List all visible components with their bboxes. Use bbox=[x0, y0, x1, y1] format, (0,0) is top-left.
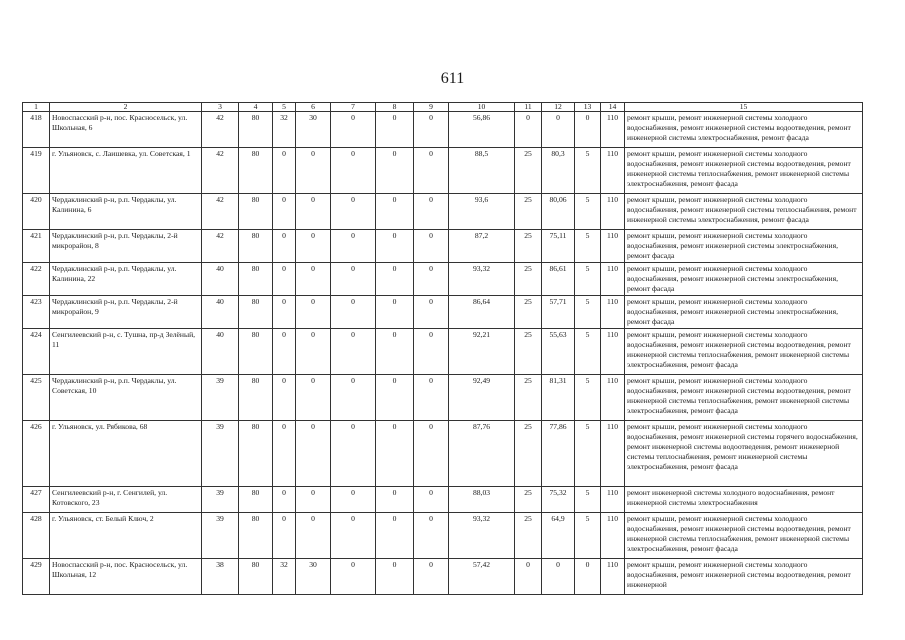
cell-value: 80 bbox=[239, 194, 273, 230]
row-number: 421 bbox=[23, 230, 50, 263]
row-number: 418 bbox=[23, 112, 50, 148]
row-number: 428 bbox=[23, 513, 50, 559]
cell-value: 80,3 bbox=[542, 148, 575, 194]
address-cell: г. Ульяновск, ул. Рябикова, 68 bbox=[50, 421, 202, 487]
cell-value: 5 bbox=[575, 421, 601, 487]
table-row bbox=[23, 513, 863, 559]
cell-value: 25 bbox=[515, 329, 542, 375]
cell-value: 77,86 bbox=[542, 421, 575, 487]
address-cell: Чердаклинский р-н, р.п. Чердаклы, ул. Калинина, 22 bbox=[50, 263, 202, 296]
cell-value: 0 bbox=[273, 487, 296, 513]
cell-value: 0 bbox=[273, 194, 296, 230]
cell-value: 0 bbox=[331, 148, 376, 194]
table-row bbox=[23, 487, 863, 513]
table-row bbox=[23, 230, 863, 263]
works-list-cell: ремонт крыши, ремонт инженерной системы холодного водоснабжения, ремонт инженерной системы электроснабжения, ремонт фасада bbox=[625, 230, 863, 263]
row-number: 423 bbox=[23, 296, 50, 329]
cell-value: 25 bbox=[515, 375, 542, 421]
address-cell: Новоспасский р-н, пос. Красносельск, ул. Школьная, 6 bbox=[50, 112, 202, 148]
cell-value: 0 bbox=[296, 263, 331, 296]
cell-value: 0 bbox=[414, 487, 449, 513]
cell-value: 80,06 bbox=[542, 194, 575, 230]
table-row bbox=[23, 375, 863, 421]
cell-value: 0 bbox=[296, 329, 331, 375]
column-header-8: 8 bbox=[376, 103, 414, 112]
cell-value: 57,42 bbox=[449, 559, 515, 595]
cell-value: 40 bbox=[202, 329, 239, 375]
cell-value: 0 bbox=[331, 375, 376, 421]
cell-value: 0 bbox=[414, 375, 449, 421]
table-row bbox=[23, 296, 863, 329]
cell-value: 25 bbox=[515, 230, 542, 263]
row-number: 420 bbox=[23, 194, 50, 230]
column-header-4: 4 bbox=[239, 103, 273, 112]
cell-value: 0 bbox=[376, 230, 414, 263]
cell-value: 110 bbox=[601, 263, 625, 296]
cell-value: 0 bbox=[331, 513, 376, 559]
address-cell: Чердаклинский р-н, р.п. Чердаклы, 2-й микрорайон, 8 bbox=[50, 230, 202, 263]
cell-value: 93,32 bbox=[449, 263, 515, 296]
cell-value: 0 bbox=[331, 112, 376, 148]
cell-value: 39 bbox=[202, 487, 239, 513]
cell-value: 0 bbox=[296, 230, 331, 263]
cell-value: 39 bbox=[202, 375, 239, 421]
cell-value: 5 bbox=[575, 263, 601, 296]
works-list-cell: ремонт инженерной системы холодного водоснабжения, ремонт инженерной системы электроснабжения bbox=[625, 487, 863, 513]
cell-value: 0 bbox=[331, 296, 376, 329]
works-list-cell: ремонт крыши, ремонт инженерной системы холодного водоснабжения, ремонт инженерной системы электроснабжения, ремонт фасада bbox=[625, 263, 863, 296]
table-row bbox=[23, 148, 863, 194]
cell-value: 0 bbox=[575, 112, 601, 148]
cell-value: 0 bbox=[376, 559, 414, 595]
address-cell: Сенгилеевский р-н, с. Тушна, пр-д Зелёный, 11 bbox=[50, 329, 202, 375]
cell-value: 0 bbox=[414, 329, 449, 375]
cell-value: 0 bbox=[296, 296, 331, 329]
cell-value: 0 bbox=[331, 194, 376, 230]
cell-value: 42 bbox=[202, 112, 239, 148]
cell-value: 110 bbox=[601, 487, 625, 513]
column-header-1: 1 bbox=[23, 103, 50, 112]
cell-value: 0 bbox=[414, 513, 449, 559]
cell-value: 39 bbox=[202, 513, 239, 559]
row-number: 425 bbox=[23, 375, 50, 421]
cell-value: 40 bbox=[202, 263, 239, 296]
cell-value: 64,9 bbox=[542, 513, 575, 559]
works-list-cell: ремонт крыши, ремонт инженерной системы холодного водоснабжения, ремонт инженерной системы водоотведения, ремонт инженерной системы теплоснабжения, ремонт инженерной системы электроснабжения, ремонт фасада bbox=[625, 148, 863, 194]
cell-value: 25 bbox=[515, 296, 542, 329]
cell-value: 0 bbox=[331, 487, 376, 513]
cell-value: 93,6 bbox=[449, 194, 515, 230]
row-number: 422 bbox=[23, 263, 50, 296]
cell-value: 0 bbox=[376, 421, 414, 487]
cell-value: 42 bbox=[202, 194, 239, 230]
cell-value: 0 bbox=[414, 263, 449, 296]
cell-value: 5 bbox=[575, 513, 601, 559]
cell-value: 0 bbox=[376, 329, 414, 375]
cell-value: 0 bbox=[331, 559, 376, 595]
cell-value: 39 bbox=[202, 421, 239, 487]
cell-value: 0 bbox=[331, 421, 376, 487]
cell-value: 75,32 bbox=[542, 487, 575, 513]
cell-value: 5 bbox=[575, 296, 601, 329]
cell-value: 0 bbox=[376, 513, 414, 559]
address-cell: Чердаклинский р-н, р.п. Чердаклы, ул. Советская, 10 bbox=[50, 375, 202, 421]
cell-value: 110 bbox=[601, 513, 625, 559]
cell-value: 0 bbox=[414, 230, 449, 263]
cell-value: 110 bbox=[601, 194, 625, 230]
cell-value: 110 bbox=[601, 296, 625, 329]
works-list-cell: ремонт крыши, ремонт инженерной системы холодного водоснабжения, ремонт инженерной системы водоотведения, ремонт инженерной системы теплоснабжения, ремонт инженерной системы электроснабжения, ремонт фасада bbox=[625, 329, 863, 375]
cell-value: 0 bbox=[376, 296, 414, 329]
cell-value: 88,03 bbox=[449, 487, 515, 513]
column-header-13: 13 bbox=[575, 103, 601, 112]
address-cell: Чердаклинский р-н, р.п. Чердаклы, 2-й микрорайон, 9 bbox=[50, 296, 202, 329]
works-list-cell: ремонт крыши, ремонт инженерной системы холодного водоснабжения, ремонт инженерной системы водоотведения, ремонт инженерной системы теплоснабжения, ремонт инженерной системы электроснабжения, ремонт фасада bbox=[625, 375, 863, 421]
cell-value: 0 bbox=[542, 559, 575, 595]
cell-value: 0 bbox=[331, 263, 376, 296]
cell-value: 110 bbox=[601, 375, 625, 421]
cell-value: 42 bbox=[202, 230, 239, 263]
cell-value: 0 bbox=[376, 263, 414, 296]
cell-value: 56,86 bbox=[449, 112, 515, 148]
address-cell: Сенгилеевский р-н, г. Сенгилей, ул. Котовского, 23 bbox=[50, 487, 202, 513]
column-header-9: 9 bbox=[414, 103, 449, 112]
cell-value: 92,49 bbox=[449, 375, 515, 421]
cell-value: 0 bbox=[273, 375, 296, 421]
cell-value: 75,11 bbox=[542, 230, 575, 263]
cell-value: 55,63 bbox=[542, 329, 575, 375]
table-row bbox=[23, 421, 863, 487]
cell-value: 0 bbox=[414, 148, 449, 194]
cell-value: 25 bbox=[515, 513, 542, 559]
cell-value: 25 bbox=[515, 263, 542, 296]
cell-value: 86,61 bbox=[542, 263, 575, 296]
cell-value: 0 bbox=[273, 148, 296, 194]
cell-value: 110 bbox=[601, 421, 625, 487]
cell-value: 0 bbox=[376, 112, 414, 148]
cell-value: 32 bbox=[273, 559, 296, 595]
cell-value: 57,71 bbox=[542, 296, 575, 329]
cell-value: 5 bbox=[575, 148, 601, 194]
cell-value: 0 bbox=[296, 375, 331, 421]
table-row bbox=[23, 263, 863, 296]
cell-value: 80 bbox=[239, 329, 273, 375]
cell-value: 40 bbox=[202, 296, 239, 329]
cell-value: 25 bbox=[515, 194, 542, 230]
row-number: 426 bbox=[23, 421, 50, 487]
cell-value: 0 bbox=[273, 513, 296, 559]
table-body bbox=[23, 112, 863, 595]
cell-value: 25 bbox=[515, 421, 542, 487]
cell-value: 110 bbox=[601, 559, 625, 595]
address-cell: Новоспасский р-н, пос. Красносельск, ул. Школьная, 12 bbox=[50, 559, 202, 595]
column-header-row bbox=[23, 103, 863, 112]
cell-value: 0 bbox=[376, 194, 414, 230]
cell-value: 80 bbox=[239, 296, 273, 329]
cell-value: 25 bbox=[515, 487, 542, 513]
works-list-cell: ремонт крыши, ремонт инженерной системы холодного водоснабжения, ремонт инженерной системы водоотведения, ремонт инженерной bbox=[625, 559, 863, 595]
cell-value: 0 bbox=[273, 329, 296, 375]
repair-register-table bbox=[22, 102, 863, 595]
row-number: 429 bbox=[23, 559, 50, 595]
column-header-7: 7 bbox=[331, 103, 376, 112]
cell-value: 0 bbox=[414, 112, 449, 148]
cell-value: 0 bbox=[331, 329, 376, 375]
cell-value: 80 bbox=[239, 112, 273, 148]
cell-value: 0 bbox=[296, 194, 331, 230]
cell-value: 0 bbox=[575, 559, 601, 595]
cell-value: 80 bbox=[239, 421, 273, 487]
cell-value: 25 bbox=[515, 148, 542, 194]
cell-value: 110 bbox=[601, 148, 625, 194]
column-header-5: 5 bbox=[273, 103, 296, 112]
cell-value: 5 bbox=[575, 194, 601, 230]
column-header-2: 2 bbox=[50, 103, 202, 112]
cell-value: 80 bbox=[239, 230, 273, 263]
address-cell: Чердаклинский р-н, р.п. Чердаклы, ул. Калинина, 6 bbox=[50, 194, 202, 230]
table-row bbox=[23, 194, 863, 230]
cell-value: 0 bbox=[542, 112, 575, 148]
cell-value: 42 bbox=[202, 148, 239, 194]
cell-value: 80 bbox=[239, 148, 273, 194]
cell-value: 0 bbox=[296, 487, 331, 513]
cell-value: 0 bbox=[376, 487, 414, 513]
table-row bbox=[23, 112, 863, 148]
cell-value: 110 bbox=[601, 230, 625, 263]
cell-value: 5 bbox=[575, 230, 601, 263]
works-list-cell: ремонт крыши, ремонт инженерной системы холодного водоснабжения, ремонт инженерной системы электроснабжения, ремонт фасада bbox=[625, 296, 863, 329]
column-header-3: 3 bbox=[202, 103, 239, 112]
cell-value: 0 bbox=[296, 148, 331, 194]
cell-value: 5 bbox=[575, 375, 601, 421]
cell-value: 0 bbox=[414, 194, 449, 230]
column-header-14: 14 bbox=[601, 103, 625, 112]
cell-value: 93,32 bbox=[449, 513, 515, 559]
cell-value: 30 bbox=[296, 559, 331, 595]
cell-value: 38 bbox=[202, 559, 239, 595]
cell-value: 110 bbox=[601, 329, 625, 375]
table-row bbox=[23, 329, 863, 375]
cell-value: 80 bbox=[239, 559, 273, 595]
row-number: 427 bbox=[23, 487, 50, 513]
cell-value: 0 bbox=[273, 421, 296, 487]
cell-value: 0 bbox=[414, 296, 449, 329]
cell-value: 87,76 bbox=[449, 421, 515, 487]
cell-value: 80 bbox=[239, 375, 273, 421]
cell-value: 0 bbox=[273, 296, 296, 329]
cell-value: 0 bbox=[273, 263, 296, 296]
column-header-11: 11 bbox=[515, 103, 542, 112]
works-list-cell: ремонт крыши, ремонт инженерной системы холодного водоснабжения, ремонт инженерной системы горячего водоснабжения, ремонт инженерной системы водоотведения, ремонт инженерной системы теплоснабжения, ремонт инженерной системы электроснабжения, ремонт фасада bbox=[625, 421, 863, 487]
column-header-6: 6 bbox=[296, 103, 331, 112]
cell-value: 81,31 bbox=[542, 375, 575, 421]
cell-value: 5 bbox=[575, 487, 601, 513]
column-header-10: 10 bbox=[449, 103, 515, 112]
works-list-cell: ремонт крыши, ремонт инженерной системы холодного водоснабжения, ремонт инженерной системы теплоснабжения, ремонт инженерной системы электроснабжения, ремонт фасада bbox=[625, 194, 863, 230]
cell-value: 86,64 bbox=[449, 296, 515, 329]
address-cell: г. Ульяновск, с. Лаишевка, ул. Советская, 1 bbox=[50, 148, 202, 194]
cell-value: 0 bbox=[414, 421, 449, 487]
cell-value: 0 bbox=[515, 559, 542, 595]
cell-value: 0 bbox=[376, 375, 414, 421]
column-header-15: 15 bbox=[625, 103, 863, 112]
cell-value: 30 bbox=[296, 112, 331, 148]
cell-value: 87,2 bbox=[449, 230, 515, 263]
cell-value: 0 bbox=[331, 230, 376, 263]
cell-value: 80 bbox=[239, 513, 273, 559]
cell-value: 80 bbox=[239, 263, 273, 296]
table-row bbox=[23, 559, 863, 595]
cell-value: 0 bbox=[414, 559, 449, 595]
cell-value: 80 bbox=[239, 487, 273, 513]
cell-value: 0 bbox=[273, 230, 296, 263]
cell-value: 0 bbox=[296, 513, 331, 559]
cell-value: 0 bbox=[515, 112, 542, 148]
cell-value: 110 bbox=[601, 112, 625, 148]
row-number: 424 bbox=[23, 329, 50, 375]
works-list-cell: ремонт крыши, ремонт инженерной системы холодного водоснабжения, ремонт инженерной системы водоотведения, ремонт инженерной системы электроснабжения, ремонт фасада bbox=[625, 112, 863, 148]
row-number: 419 bbox=[23, 148, 50, 194]
works-list-cell: ремонт крыши, ремонт инженерной системы холодного водоснабжения, ремонт инженерной системы водоотведения, ремонт инженерной системы теплоснабжения, ремонт инженерной системы электроснабжения, ремонт фасада bbox=[625, 513, 863, 559]
page-number: 611 bbox=[440, 70, 465, 87]
column-header-12: 12 bbox=[542, 103, 575, 112]
cell-value: 32 bbox=[273, 112, 296, 148]
cell-value: 5 bbox=[575, 329, 601, 375]
cell-value: 92,21 bbox=[449, 329, 515, 375]
cell-value: 0 bbox=[376, 148, 414, 194]
address-cell: г. Ульяновск, ст. Белый Ключ, 2 bbox=[50, 513, 202, 559]
cell-value: 0 bbox=[296, 421, 331, 487]
cell-value: 88,5 bbox=[449, 148, 515, 194]
